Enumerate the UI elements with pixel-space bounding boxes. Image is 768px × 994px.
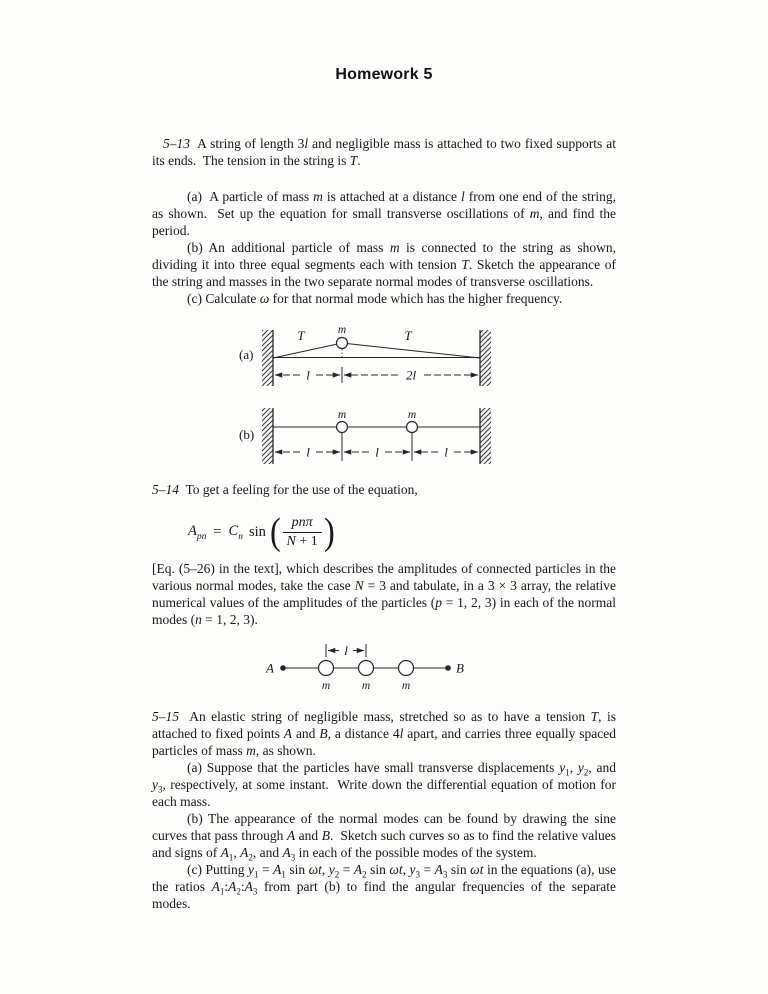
left-wall: [262, 408, 273, 464]
text-column: [152, 0, 616, 912]
problem-5-15-intro: 5–15 An elastic string of negligible mass, stretched so as to have a tension T, is attached to fixed points A and B, a distance 4l apart, and carries three equally spaced particles of mass m, as shown.: [152, 709, 616, 758]
right-wall: [480, 408, 491, 464]
point-b-label: B: [456, 660, 464, 676]
mass-label: m: [337, 409, 347, 421]
subfigure-a: [239, 324, 491, 386]
fixed-point-a-dot: [280, 665, 286, 671]
close-paren: ): [323, 511, 335, 553]
point-a-label: A: [266, 660, 274, 676]
fraction-denominator: N + 1: [283, 532, 322, 550]
dim-l-label: l: [306, 444, 310, 460]
equation-lhs: $A_{pn}$: [188, 522, 207, 542]
tension-left-label: T: [297, 328, 305, 343]
problem-5-14-intro: 5–14 To get a feeling for the use of the equation,: [152, 482, 418, 497]
mass-circle: [337, 422, 348, 433]
dimension-a: [275, 367, 478, 383]
mass-label: m: [361, 680, 371, 692]
mass-circle: [359, 661, 374, 676]
string-left-segment: [273, 343, 342, 358]
string-right-segment: [342, 343, 480, 358]
tension-right-label: T: [404, 328, 412, 343]
left-wall: [262, 330, 273, 386]
problem-5-15-part-c: (c) Putting $y_1 = A_1$ sin ωt, $y_2 = A_2$ sin ωt, $y_3 = A_3$ sin ωt in the equations (a), use the ratios $A_1:A_2:A_3$ from part (b) to find the angular frequencies of the separate modes.: [152, 862, 617, 911]
fixed-point-b-dot: [445, 665, 451, 671]
problem-5-14-body: [Eq. (5–26) in the text], which describes the amplitudes of connected particles in the various normal modes, take the case N = 3 and tabulate, in a 3 × 3 array, the relative numerical values of the amplitudes of the particles (p = 1, 2, 3) in each of the normal modes (n = 1, 2, 3).: [152, 561, 616, 627]
equation-coefficient: $C_n$: [228, 522, 243, 542]
subfigure-b-label: (b): [239, 427, 255, 442]
problem-5-13-intro: 5–13 A string of length 3l and negligible mass is attached to two fixed supports at its ends. The tension in the string is T.: [152, 136, 616, 168]
figure-5-15: [260, 636, 470, 696]
dim-l-label: l: [444, 444, 448, 460]
mass-label: m: [321, 680, 331, 692]
mass-label: m: [337, 324, 347, 336]
page-title: Homework 5: [335, 66, 433, 83]
problem-5-15-part-a: (a) Suppose that the particles have small transverse displacements $y_1$, $y_2$, and $y_3$, respectively, at some instant. Write down the differential equation of motion for each mass.: [152, 760, 617, 809]
dimension: [326, 643, 366, 658]
problem-5-13-part-a: (a) A particle of mass m is attached at a distance l from one end of the string, as shown. Set up the equation for small transverse oscillations of m, and find the period.: [152, 189, 617, 238]
right-wall: [480, 330, 491, 386]
problem-5-15-part-b: (b) The appearance of the normal modes can be found by drawing the sine curves that pass through A and B. Sketch such curves so as to find the relative values and signs of $A_1$, $A_2$, and $A_3$ in each of the possible modes of the system.: [152, 811, 616, 863]
equation-fraction: [283, 515, 322, 550]
subfigure-a-label: (a): [239, 347, 254, 362]
fraction-numerator: pnπ: [291, 514, 313, 530]
mass-label: m: [407, 409, 417, 421]
equals-sign: =: [213, 523, 222, 540]
mass-circle: [337, 338, 348, 349]
dimension-b: [275, 445, 478, 460]
dim-l-label: l: [375, 444, 379, 460]
mass-circle: [399, 661, 414, 676]
mass-circle: [407, 422, 418, 433]
problem-5-13-part-b: (b) An additional particle of mass m is connected to the string as shown, dividing it into three equal segments each with tension T. Sketch the appearance of the string and masses in the two separate normal modes of transverse oscillations.: [152, 240, 617, 289]
subfigure-b: [239, 408, 491, 464]
problem-5-13-part-c: (c) Calculate ω for that normal mode which has the higher frequency.: [187, 291, 563, 306]
equation-5-26: [188, 508, 616, 556]
figure-5-13: [237, 321, 497, 473]
dim-l-label: l: [306, 367, 310, 383]
dim-l-label: l: [344, 643, 348, 658]
dim-2l-label: 2l: [405, 367, 417, 383]
mass-label: m: [401, 680, 411, 692]
open-paren: (: [269, 511, 281, 553]
sin-function: sin: [248, 523, 266, 540]
mass-circle: [319, 661, 334, 676]
